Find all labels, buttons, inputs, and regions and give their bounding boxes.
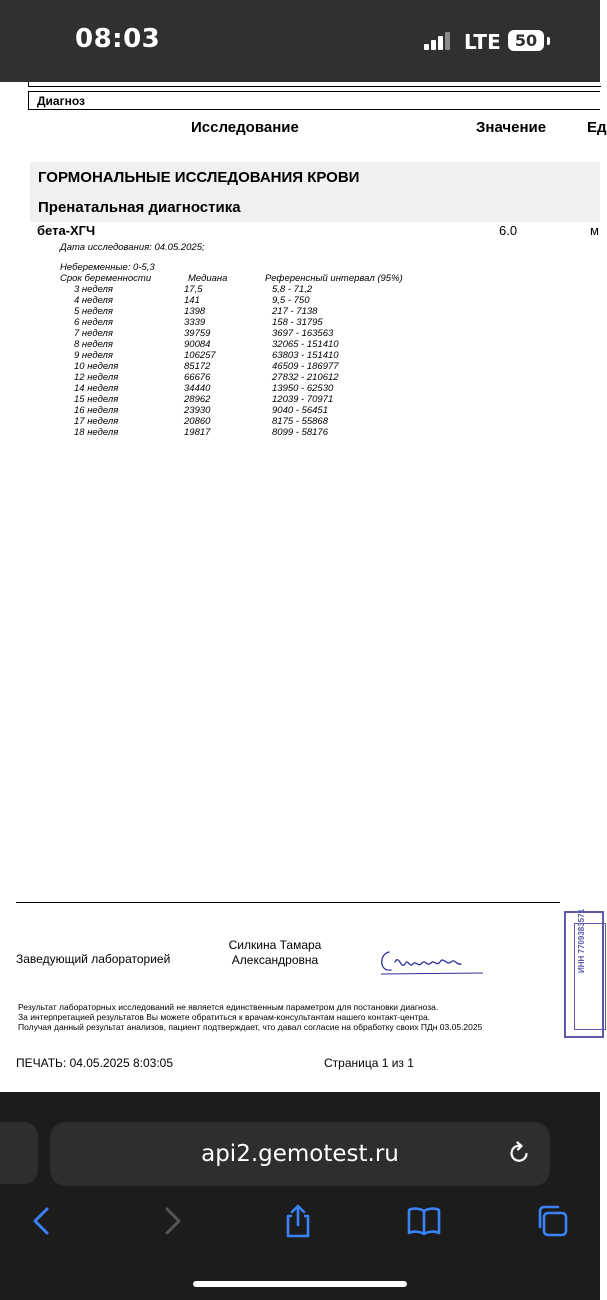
ref-interval: 46509 - 186977 bbox=[272, 361, 339, 372]
status-bar bbox=[0, 0, 600, 82]
ref-term: 9 неделя bbox=[74, 350, 113, 361]
ref-term: 5 неделя bbox=[74, 306, 113, 317]
test-name: бета-ХГЧ bbox=[37, 223, 96, 238]
ref-median: 141 bbox=[184, 295, 200, 306]
non-pregnant-range: Небеременные: 0-5,3 bbox=[60, 262, 155, 273]
ref-term: 18 неделя bbox=[74, 427, 119, 438]
lab-report-document[interactable] bbox=[0, 82, 607, 1092]
ref-interval: 9040 - 56451 bbox=[272, 405, 328, 416]
ref-term: 10 неделя bbox=[74, 361, 119, 372]
ref-interval: 13950 - 62530 bbox=[272, 383, 334, 394]
ref-median: 34440 bbox=[184, 383, 211, 394]
ref-interval: 12039 - 70971 bbox=[272, 394, 334, 405]
ref-term: 14 неделя bbox=[74, 383, 119, 394]
ref-header-median: Медиана bbox=[188, 273, 228, 284]
address-bar[interactable] bbox=[50, 1122, 550, 1186]
ref-median: 28962 bbox=[184, 394, 211, 405]
ref-interval: 32065 - 151410 bbox=[272, 339, 339, 350]
ref-interval: 5,8 - 71,2 bbox=[272, 284, 313, 295]
page-indicator: Страница 1 из 1 bbox=[324, 1056, 414, 1070]
ref-header-interval: Референсный интервал (95%) bbox=[265, 273, 403, 284]
disclaimer bbox=[18, 1002, 482, 1032]
disclaimer-line-2: За интерпретацией результатов Вы можете обратиться к врачам-консультантам нашего контакт-центра. bbox=[18, 1012, 431, 1022]
url-text[interactable]: api2.gemotest.ru bbox=[201, 1141, 399, 1167]
signer-role: Заведующий лабораторией bbox=[16, 952, 171, 966]
reload-icon[interactable] bbox=[506, 1140, 532, 1166]
ref-term: 16 неделя bbox=[74, 405, 119, 416]
ref-median: 3339 bbox=[184, 317, 206, 328]
ref-median: 66676 bbox=[184, 372, 211, 383]
ref-median: 1398 bbox=[184, 306, 206, 317]
ref-interval: 217 - 7138 bbox=[272, 306, 318, 317]
ref-term: 6 неделя bbox=[74, 317, 113, 328]
signer-name-line-1: Силкина Тамара bbox=[228, 938, 322, 952]
test-unit: м bbox=[590, 223, 599, 238]
bookmarks-icon[interactable] bbox=[406, 1203, 442, 1239]
ref-term: 7 неделя bbox=[74, 328, 113, 339]
test-value: 6.0 bbox=[499, 223, 518, 238]
status-time: 08:03 bbox=[75, 24, 161, 54]
ref-term: 4 неделя bbox=[74, 295, 113, 306]
column-header-study: Исследование bbox=[191, 119, 299, 136]
home-indicator[interactable] bbox=[193, 1281, 407, 1287]
ref-median: 85172 bbox=[184, 361, 211, 372]
ref-median: 17,5 bbox=[184, 284, 203, 295]
ref-interval: 158 - 31795 bbox=[272, 317, 323, 328]
disclaimer-line-3: Получая данный результат анализов, пациент подтверждает, что давал согласие на обработку своих ПДн 03.05.2025 bbox=[18, 1022, 483, 1032]
ref-median: 19817 bbox=[184, 427, 211, 438]
ref-median: 20860 bbox=[184, 416, 211, 427]
share-icon[interactable] bbox=[280, 1203, 316, 1239]
diagnosis-box: Диагноз bbox=[28, 91, 600, 110]
back-icon[interactable] bbox=[24, 1203, 60, 1239]
footer-separator bbox=[16, 902, 560, 903]
ref-interval: 9,5 - 750 bbox=[272, 295, 310, 306]
ref-median: 90084 bbox=[184, 339, 211, 350]
lab-stamp bbox=[564, 908, 604, 1038]
signer-name-line-2: Александровна bbox=[231, 953, 319, 967]
ref-interval: 8175 - 55868 bbox=[272, 416, 328, 427]
ref-median: 106257 bbox=[184, 350, 216, 361]
previous-tab-preview[interactable] bbox=[0, 1122, 38, 1184]
battery-icon: 50 bbox=[508, 30, 544, 51]
network-label: LTE bbox=[464, 30, 501, 54]
ref-interval: 63803 - 151410 bbox=[272, 350, 339, 361]
column-header-value: Значение bbox=[476, 119, 547, 136]
ref-interval: 3697 - 163563 bbox=[272, 328, 334, 339]
ref-interval: 27832 - 210612 bbox=[272, 372, 339, 383]
column-header-unit: Ед bbox=[587, 119, 607, 136]
ref-term: 3 неделя bbox=[74, 284, 113, 295]
ref-term: 12 неделя bbox=[74, 372, 119, 383]
browser-toolbar bbox=[0, 1092, 600, 1300]
header-rule bbox=[28, 82, 601, 87]
ref-header-term: Срок беременности bbox=[60, 273, 152, 284]
disclaimer-line-1: Результат лабораторных исследований не является единственным параметром для постановки диагноза. bbox=[18, 1002, 439, 1012]
signature-image bbox=[375, 940, 490, 980]
subsection-title: Пренатальная диагностика bbox=[30, 194, 600, 222]
ref-median: 23930 bbox=[184, 405, 211, 416]
ref-term: 17 неделя bbox=[74, 416, 119, 427]
reference-table-header bbox=[60, 273, 460, 284]
signer-name bbox=[210, 938, 340, 968]
section-title: ГОРМОНАЛЬНЫЕ ИССЛЕДОВАНИЯ КРОВИ bbox=[30, 162, 600, 194]
study-date: Дата исследования: 04.05.2025; bbox=[60, 242, 205, 253]
ref-term: 8 неделя bbox=[74, 339, 113, 350]
print-timestamp: ПЕЧАТЬ: 04.05.2025 8:03:05 bbox=[16, 1056, 173, 1070]
ref-interval: 8099 - 58176 bbox=[272, 427, 328, 438]
tabs-icon[interactable] bbox=[534, 1203, 570, 1239]
battery-tip bbox=[547, 37, 550, 45]
stamp-text: ИНН 7709383571 bbox=[577, 908, 586, 973]
signal-icon bbox=[424, 32, 454, 50]
ref-median: 39759 bbox=[184, 328, 211, 339]
forward-icon[interactable] bbox=[154, 1203, 190, 1239]
ref-term: 15 неделя bbox=[74, 394, 119, 405]
